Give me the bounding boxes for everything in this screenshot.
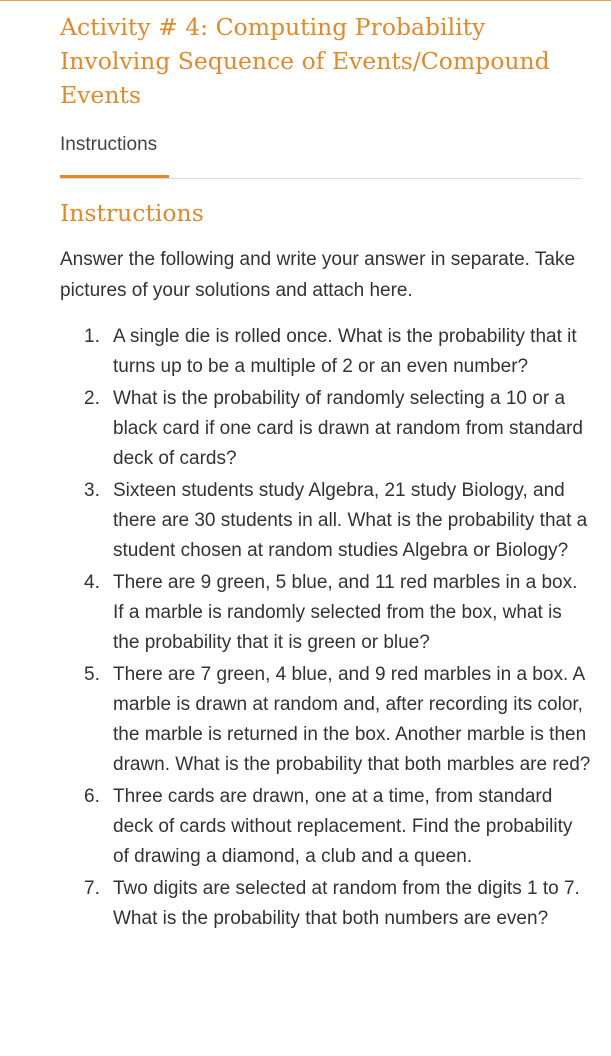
question-text: A single die is rolled once. What is the probability that it turns up to be a multiple of 2 or an even number? [113, 326, 577, 377]
question-number: 7. [84, 878, 100, 899]
question-item-7 [84, 874, 591, 934]
tab-instructions-label: Instructions [60, 134, 158, 155]
question-text: Three cards are drawn, one at a time, from standard deck of cards without replacement. Find the probability of drawing a diamond, a club and a queen. [113, 786, 573, 867]
question-text: Sixteen students study Algebra, 21 study Biology, and there are 30 students in all. What is the probability that a student chosen at random studies Algebra or Biology? [113, 480, 588, 561]
top-divider [0, 0, 611, 1]
question-item-1 [84, 322, 591, 382]
question-item-5 [84, 660, 591, 780]
question-number: 4. [84, 572, 100, 593]
question-text: There are 9 green, 5 blue, and 11 red marbles in a box. If a marble is randomly selected from the box, what is the probability that it is green or blue? [113, 572, 578, 653]
question-text: Two digits are selected at random from the digits 1 to 7. What is the probability that both numbers are even? [113, 878, 580, 929]
question-number: 3. [84, 480, 100, 501]
question-text: There are 7 green, 4 blue, and 9 red marbles in a box. A marble is drawn at random and, after recording its color, the marble is returned in the box. Another marble is then drawn. What is the probability that both marbles are red? [113, 664, 591, 775]
page-title: Activity # 4: Computing Probability Involving Sequence of Events/Compound Events [60, 13, 550, 109]
section-heading: Instructions [60, 199, 204, 227]
question-item-4 [84, 568, 591, 658]
question-item-3 [84, 476, 591, 566]
tab-instructions[interactable] [60, 132, 169, 176]
question-number: 1. [84, 326, 100, 347]
question-number: 2. [84, 388, 100, 409]
instructions-intro: Answer the following and write your answer in separate. Take pictures of your solutions and attach here. [60, 249, 576, 301]
question-text: What is the probability of randomly selecting a 10 or a black card if one card is drawn at random from standard deck of cards? [113, 388, 583, 469]
tab-bar [60, 132, 582, 179]
active-tab-indicator [60, 175, 169, 178]
question-list [84, 322, 591, 936]
question-item-2 [84, 384, 591, 474]
question-number: 6. [84, 786, 100, 807]
question-number: 5. [84, 664, 100, 685]
question-item-6 [84, 782, 591, 872]
